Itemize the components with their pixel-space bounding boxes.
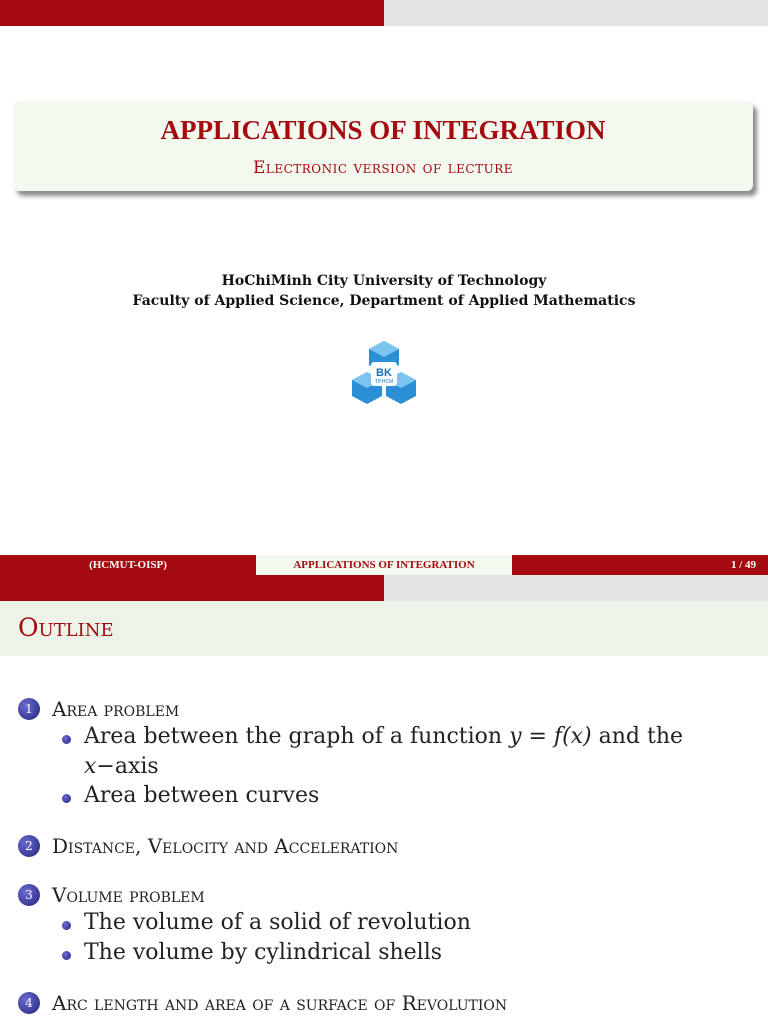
subitem-text: The volume of a solid of revolution [84, 910, 471, 935]
math-variable: x [84, 754, 97, 779]
department-name: Faculty of Applied Science, Department of Applied Mathematics [132, 293, 636, 309]
subitem-text: Area between curves [84, 783, 320, 808]
outline-section-3[interactable] [18, 883, 205, 908]
subitem-text: The volume by cylindrical shells [84, 940, 443, 965]
section-label: Arc length and area of a surface of Revolution [52, 991, 508, 1015]
outline-title: Outline [18, 613, 114, 642]
section-label: Volume problem [52, 883, 205, 907]
presentation-subtitle: Electronic version of lecture [252, 158, 514, 178]
section-number-badge: 4 [18, 992, 40, 1014]
header-bar-gray [384, 575, 768, 601]
footer-page-box [512, 555, 768, 575]
logo-text-bk: BK [376, 367, 392, 379]
footer-author: (HCMUT-OISP) [0, 555, 256, 575]
subitem-text: −axis [96, 754, 159, 779]
section-label: Area problem [52, 697, 180, 721]
section-number-badge: 2 [18, 835, 40, 857]
header-bar [0, 0, 768, 26]
section-number-badge: 1 [18, 698, 40, 720]
header-bar-gray [384, 0, 768, 26]
bullet-icon [62, 735, 71, 744]
header-bar-red [0, 575, 384, 601]
bk-logo-icon [349, 338, 419, 408]
bullet-icon [62, 951, 71, 960]
outline-section-1[interactable] [18, 697, 179, 722]
outline-section-2[interactable] [18, 834, 398, 859]
header-bar-slide-2 [0, 575, 768, 601]
outline-section-4[interactable] [18, 991, 507, 1016]
institute-name: HoChiMinh City University of Technology [221, 273, 547, 289]
section-label: Distance, Velocity and Acceleration [52, 834, 399, 858]
footer-title: APPLICATIONS OF INTEGRATION [256, 555, 512, 575]
header-bar-red [0, 0, 384, 26]
bullet-icon [62, 921, 71, 930]
subitem-text: Area between the graph of a function [84, 724, 510, 749]
bullet-icon [62, 794, 71, 803]
frame-title-bar [0, 601, 768, 656]
title-block [13, 101, 753, 191]
subitem-text: and the [591, 724, 684, 749]
math-expression: y = f(x) [509, 724, 592, 749]
slide-footer [0, 555, 768, 575]
footer-page-number: 1 / 49 [730, 559, 756, 571]
section-number-badge: 3 [18, 884, 40, 906]
presentation-title: APPLICATIONS OF INTEGRATION [160, 115, 606, 145]
logo-text-tphcm: TP.HCM [374, 379, 394, 385]
